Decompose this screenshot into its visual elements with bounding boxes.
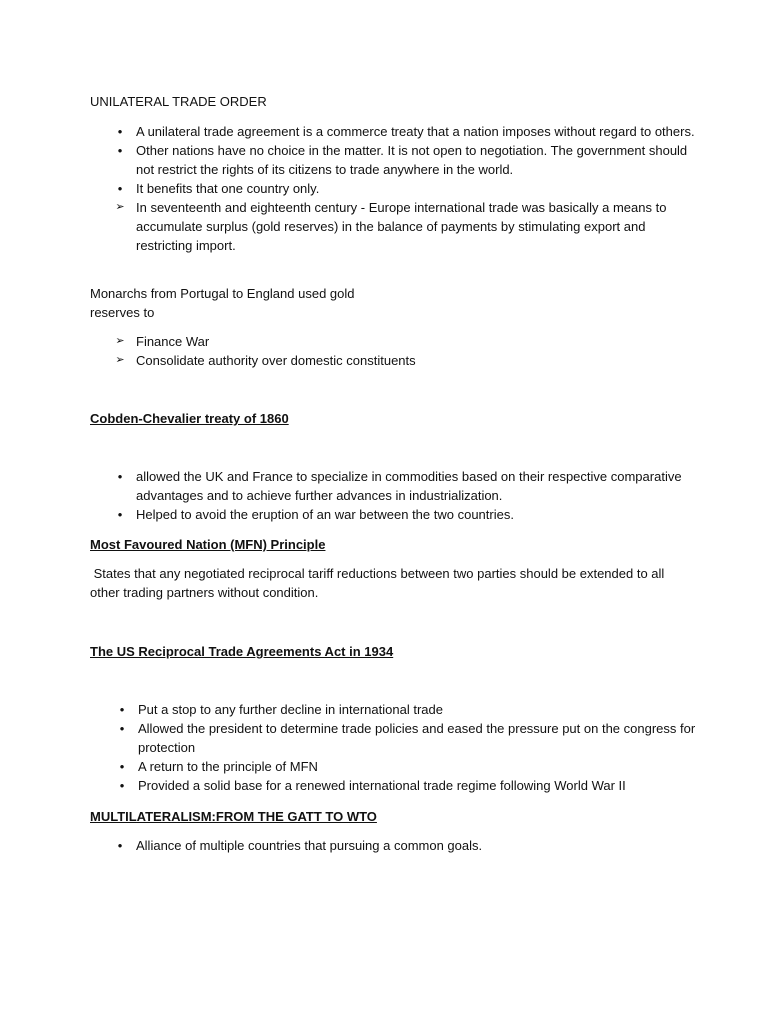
cobden-bullet-list bbox=[117, 467, 696, 524]
list-item bbox=[117, 505, 696, 524]
multilateralism-bullet-list bbox=[117, 836, 696, 855]
list-item bbox=[119, 776, 698, 795]
bullet-marker: • bbox=[119, 721, 125, 736]
bullet-text: Alliance of multiple countries that pursuing a common goals. bbox=[136, 838, 483, 853]
bullet-text: Other nations have no choice in the matter. It is not open to negotiation. The government should not restrict the rights of its citizens to trade anywhere in the world. bbox=[136, 143, 688, 177]
list-item bbox=[115, 332, 696, 351]
list-item bbox=[119, 757, 698, 776]
heading-cobden-chevalier: Cobden-Chevalier treaty of 1860 bbox=[90, 411, 289, 426]
bullet-text: Put a stop to any further decline in international trade bbox=[138, 702, 443, 717]
bullet-marker: • bbox=[119, 778, 125, 793]
list-item bbox=[119, 700, 698, 719]
bullet-marker: • bbox=[117, 124, 123, 139]
bullet-text: A return to the principle of MFN bbox=[138, 759, 318, 774]
bullet-marker: • bbox=[117, 469, 123, 484]
list-item bbox=[115, 351, 696, 370]
heading-mfn-principle: Most Favoured Nation (MFN) Principle bbox=[90, 537, 326, 552]
list-item bbox=[119, 719, 698, 757]
bullet-text: A unilateral trade agreement is a commerce treaty that a nation imposes without regard to others. bbox=[136, 124, 695, 139]
bullet-marker: • bbox=[119, 759, 125, 774]
bullet-marker: • bbox=[117, 838, 123, 853]
bullet-marker: • bbox=[117, 507, 123, 522]
heading-us-reciprocal-act: The US Reciprocal Trade Agreements Act in 1934 bbox=[90, 644, 394, 659]
bullet-text: Helped to avoid the eruption of an war between the two countries. bbox=[136, 507, 514, 522]
arrow-bullet-icon: ➢ bbox=[115, 335, 125, 347]
bullet-marker: • bbox=[119, 702, 125, 717]
list-item bbox=[117, 141, 696, 179]
heading-multilateralism: MULTILATERALISM:FROM THE GATT TO WTO bbox=[90, 809, 377, 824]
list-item bbox=[117, 836, 696, 855]
us-act-bullet-list bbox=[119, 700, 698, 795]
reserves-use-list bbox=[115, 332, 696, 370]
unilateral-bullet-list bbox=[115, 122, 696, 255]
bullet-text: It benefits that one country only. bbox=[136, 181, 320, 196]
section-title-unilateral: UNILATERAL TRADE ORDER bbox=[90, 94, 267, 109]
arrow-bullet-icon: ➢ bbox=[115, 354, 125, 366]
list-item bbox=[117, 467, 696, 505]
bullet-text: In seventeenth and eighteenth century - Europe international trade was basically a means to accumulate surplus (gold reserves) in the balance of payments by stimulating export and restricting import. bbox=[136, 200, 667, 253]
bullet-text: Consolidate authority over domestic constituents bbox=[136, 353, 416, 368]
list-item bbox=[115, 198, 696, 255]
monarchs-paragraph-line1: Monarchs from Portugal to England used gold bbox=[90, 286, 355, 301]
bullet-text: allowed the UK and France to specialize in commodities based on their respective comparative advantages and to achieve further advances in industrialization. bbox=[136, 469, 682, 503]
list-item bbox=[117, 122, 696, 141]
bullet-marker: • bbox=[117, 181, 123, 196]
list-item bbox=[117, 179, 696, 198]
bullet-text: Allowed the president to determine trade policies and eased the pressure put on the congress for protection bbox=[138, 721, 696, 755]
arrow-bullet-icon: ➢ bbox=[115, 201, 125, 213]
bullet-text: Finance War bbox=[136, 334, 210, 349]
monarchs-paragraph-line2: reserves to bbox=[90, 305, 155, 320]
mfn-paragraph: States that any negotiated reciprocal tariff reductions between two parties should be extended to all other trading partners without condition. bbox=[90, 566, 668, 600]
bullet-text: Provided a solid base for a renewed international trade regime following World War II bbox=[138, 778, 626, 793]
bullet-marker: • bbox=[117, 143, 123, 158]
